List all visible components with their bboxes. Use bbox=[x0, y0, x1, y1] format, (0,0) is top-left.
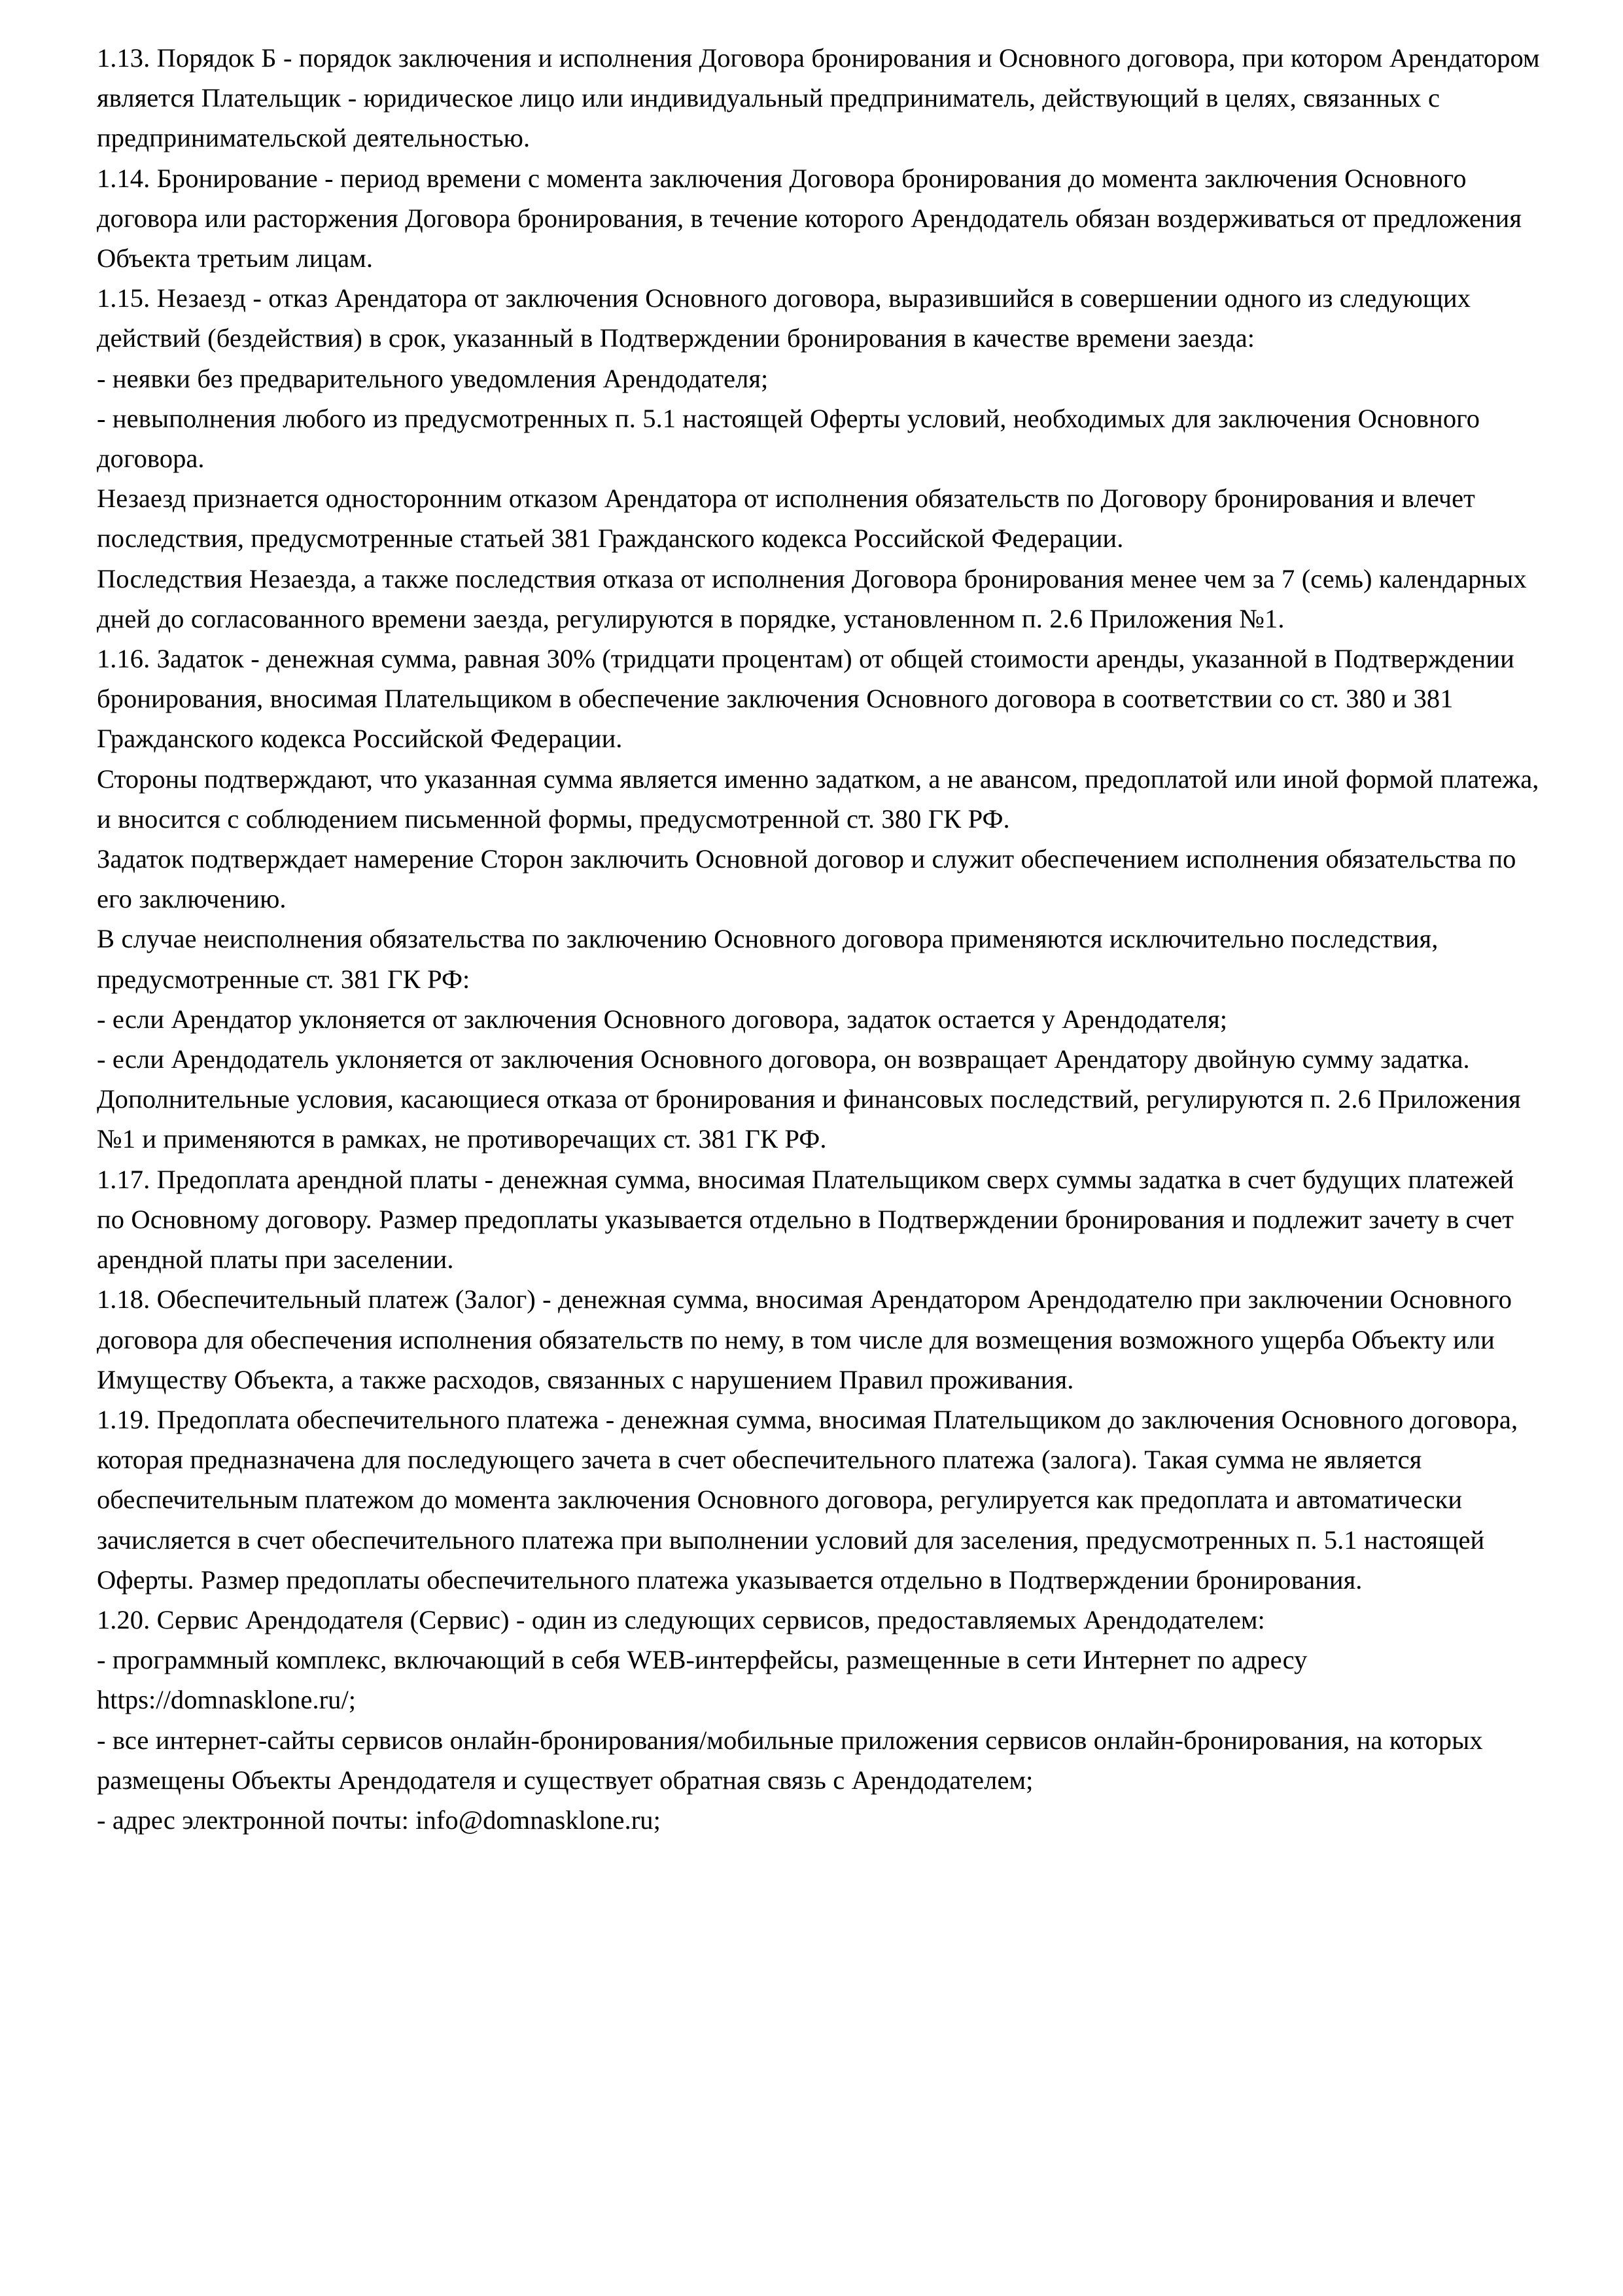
clause-1-18: 1.18. Обеспечительный платеж (Залог) - денежная сумма, вносимая Арендатором Арендодателю при заключении Основного договора для обеспечения исполнения обязательств по нему, в том числе для возмещения возможного ущерба Объекту или Имуществу Объекта, а также расходов, связанных с нарушением Правил проживания. bbox=[97, 1284, 1512, 1394]
paragraph-nezaezd-consequences: Незаезд признается односторонним отказом Арендатора от исполнения обязательств по Договору бронирования и влечет последствия, предусмотренные статьей 381 Гражданского кодекса Российской Федерации. bbox=[97, 484, 1475, 554]
document-text-body bbox=[97, 38, 1546, 1840]
deposit-bullet-tenant: - если Арендатор уклоняется от заключения Основного договора, задаток остается у Арендодателя; bbox=[97, 1004, 1228, 1034]
paragraph-deposit-confirmation: Стороны подтверждают, что указанная сумма является именно задатком, а не авансом, предоплатой или иной формой платежа, и вносится с соблюдением письменной формы, предусмотренной ст. 380 ГК РФ. bbox=[97, 764, 1539, 834]
clause-1-15-bullet-1: - неявки без предварительного уведомления Арендодателя; bbox=[97, 363, 769, 393]
paragraph-deposit-failure: В случае неисполнения обязательства по заключению Основного договора применяются исключительно последствия, предусмотренные ст. 381 ГК РФ: bbox=[97, 924, 1439, 994]
clause-1-13: 1.13. Порядок Б - порядок заключения и исполнения Договора бронирования и Основного договора, при котором Арендатором является Плательщик - юридическое лицо или индивидуальный предприниматель, действующий в целях, связанных с предпринимательской деятельностью. bbox=[97, 43, 1540, 153]
paragraph-deposit-intent: Задаток подтверждает намерение Сторон заключить Основной договор и служит обеспечением исполнения обязательства по его заключению. bbox=[97, 844, 1516, 914]
clause-1-16: 1.16. Задаток - денежная сумма, равная 30% (тридцати процентам) от общей стоимости аренды, указанной в Подтверждении бронирования, вносимая Плательщиком в обеспечение заключения Основного договора в соответствии со ст. 380 и 381 Гражданского кодекса Российской Федерации. bbox=[97, 644, 1514, 754]
clause-1-20: 1.20. Сервис Арендодателя (Сервис) - один из следующих сервисов, предоставляемых Арендодателем: bbox=[97, 1604, 1265, 1634]
paragraph-nezaezd-seven-days: Последствия Незаезда, а также последствия отказа от исполнения Договора бронирования менее чем за 7 (семь) календарных дней до согласованного времени заезда, регулируются в порядке, установленном п. 2.6 Приложения №1. bbox=[97, 563, 1527, 633]
clause-1-14: 1.14. Бронирование - период времени с момента заключения Договора бронирования до момента заключения Основного договора или расторжения Договора бронирования, в течение которого Арендодатель обязан воздерживаться от предложения Объекта третьим лицам. bbox=[97, 163, 1522, 274]
clause-1-19: 1.19. Предоплата обеспечительного платежа - денежная сумма, вносимая Плательщиком до заключения Основного договора, которая предназначена для последующего зачета в счет обеспечительного платежа (залога). Такая сумма не является обеспечительным платежом до момента заключения Основного договора, регулируется как предоплата и автоматически зачисляется в счет обеспечительного платежа при выполнении условий для заселения, предусмотренных п. 5.1 настоящей Оферты. Размер предоплаты обеспечительного платежа указывается отдельно в Подтверждении бронирования. bbox=[97, 1404, 1518, 1595]
clause-1-15-bullet-2: - невыполнения любого из предусмотренных п. 5.1 настоящей Оферты условий, необходимых для заключения Основного договора. bbox=[97, 403, 1480, 474]
service-bullet-email: - адрес электронной почты: info@domnasklone.ru; bbox=[97, 1805, 661, 1835]
paragraph-additional-terms: Дополнительные условия, касающиеся отказа от бронирования и финансовых последствий, регулируются п. 2.6 Приложения №1 и применяются в рамках, не противоречащих ст. 381 ГК РФ. bbox=[97, 1084, 1521, 1154]
deposit-bullet-landlord: - если Арендодатель уклоняется от заключения Основного договора, он возвращает Арендатору двойную сумму задатка. bbox=[97, 1044, 1470, 1074]
service-bullet-booking-sites: - все интернет-сайты сервисов онлайн-бронирования/мобильные приложения сервисов онлайн-бронирования, на которых размещены Объекты Арендодателя и существует обратная связь с Арендодателем; bbox=[97, 1725, 1483, 1795]
clause-1-15: 1.15. Незаезд - отказ Арендатора от заключения Основного договора, выразившийся в совершении одного из следующих действий (бездействия) в срок, указанный в Подтверждении бронирования в качестве времени заезда: bbox=[97, 283, 1471, 353]
clause-1-17: 1.17. Предоплата арендной платы - денежная сумма, вносимая Плательщиком сверх суммы задатка в счет будущих платежей по Основному договору. Размер предоплаты указывается отдельно в Подтверждении бронирования и подлежит зачету в счет арендной платы при заселении. bbox=[97, 1164, 1514, 1275]
service-bullet-web-complex: - программный комплекс, включающий в себя WEB-интерфейсы, размещенные в сети Интернет по адресу https://domnasklone.ru/; bbox=[97, 1645, 1308, 1715]
